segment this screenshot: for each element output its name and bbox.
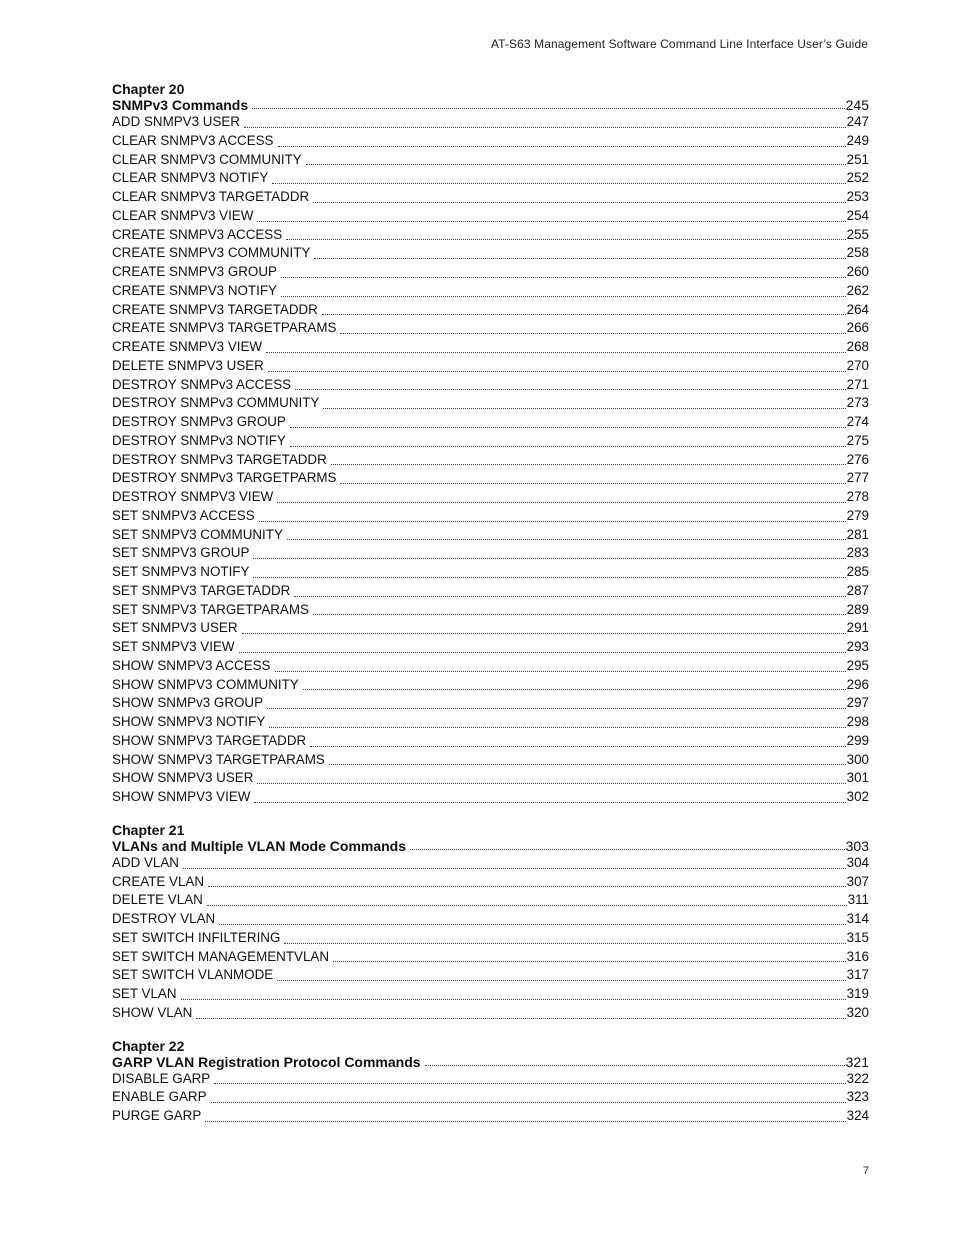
dot-leader: [239, 651, 846, 653]
toc-entry-title: DESTROY SNMPv3 NOTIFY: [112, 432, 286, 448]
dot-leader: [306, 163, 846, 165]
toc-entry-title: PURGE GARP: [112, 1108, 202, 1123]
toc-entry-title: SHOW SNMPv3 GROUP: [112, 695, 264, 711]
toc-entry[interactable]: [112, 338, 869, 357]
toc-entry-page: 300: [846, 751, 869, 767]
dot-leader: [322, 313, 846, 315]
toc-entry-title: DESTROY SNMPv3 GROUP: [112, 414, 286, 429]
dot-leader: [183, 867, 846, 869]
toc-entry-title: SHOW SNMPV3 TARGETADDR: [112, 732, 307, 748]
dot-leader: [290, 426, 846, 428]
toc-entry[interactable]: [112, 113, 869, 132]
toc-entry-title: SET SNMPV3 GROUP: [112, 545, 250, 561]
dot-leader: [208, 885, 846, 887]
toc-entry-page: 299: [846, 732, 869, 748]
toc-entry[interactable]: [112, 676, 869, 695]
toc-entry-page: 283: [846, 545, 869, 561]
toc-entry-title: CREATE SNMPV3 NOTIFY: [112, 282, 277, 298]
toc-entry-page: 287: [846, 582, 869, 598]
toc-entry-title: CREATE SNMPV3 TARGETADDR: [112, 301, 318, 317]
dot-leader: [295, 388, 846, 390]
toc-entry-page: 314: [846, 911, 869, 926]
toc-entry-title: SET VLAN: [112, 986, 177, 1001]
toc-entry[interactable]: [112, 301, 869, 320]
toc-entry-page: 264: [846, 301, 869, 317]
dot-leader: [313, 201, 845, 203]
toc-entry-page: 247: [846, 114, 869, 129]
dot-leader: [340, 332, 845, 334]
toc-entry-page: 273: [846, 395, 869, 411]
dot-leader: [266, 351, 846, 353]
toc-entry-title: CREATE SNMPV3 COMMUNITY: [112, 245, 311, 261]
dot-leader: [333, 960, 846, 962]
toc-entry-page: 316: [846, 948, 869, 964]
dot-leader: [242, 632, 846, 634]
toc-entry-title: SET SWITCH INFILTERING: [112, 929, 281, 945]
dot-leader: [331, 463, 846, 465]
toc-entry-title: VLANs and Multiple VLAN Mode Commands: [112, 837, 407, 854]
toc-entry-title: CLEAR SNMPV3 COMMUNITY: [112, 151, 302, 167]
toc-entry-title: DESTROY VLAN: [112, 911, 216, 926]
toc-entry[interactable]: [112, 854, 869, 873]
toc-entry-title: SHOW SNMPV3 ACCESS: [112, 657, 271, 673]
dot-leader: [196, 1017, 845, 1019]
dot-leader: [286, 238, 846, 240]
toc-entry-title: SHOW SNMPV3 NOTIFY: [112, 714, 266, 729]
toc-entry-title: SNMPv3 Commands: [112, 97, 249, 113]
toc-entry-page: 297: [846, 695, 869, 711]
toc-entry[interactable]: [112, 966, 869, 985]
toc-entry-page: 271: [846, 376, 869, 392]
toc-entry[interactable]: [112, 694, 869, 713]
toc-entry-page: 245: [845, 97, 869, 113]
toc-entry[interactable]: [112, 263, 869, 282]
dot-leader: [207, 904, 847, 906]
dot-leader: [281, 276, 846, 278]
toc-entry-page: 301: [846, 770, 869, 786]
toc-entry-page: 276: [846, 451, 869, 467]
toc-entry-title: SHOW SNMPV3 VIEW: [112, 789, 251, 804]
toc-entry-page: 254: [846, 207, 869, 223]
toc-entry[interactable]: [112, 948, 869, 967]
toc-entry[interactable]: [112, 226, 869, 245]
dot-leader: [205, 1120, 845, 1122]
toc-entry[interactable]: [112, 1088, 869, 1107]
toc-entry[interactable]: [112, 751, 869, 770]
dot-leader: [314, 257, 845, 259]
dot-leader: [323, 407, 845, 409]
dot-leader: [267, 707, 846, 709]
toc-entry-title: CLEAR SNMPV3 NOTIFY: [112, 170, 269, 186]
toc-entry-page: 285: [846, 564, 869, 579]
toc-entry[interactable]: [112, 985, 869, 1004]
toc-entry[interactable]: [112, 713, 869, 732]
toc-entry-page: 253: [846, 189, 869, 204]
dot-leader: [410, 848, 845, 850]
toc-entry-title: CLEAR SNMPV3 ACCESS: [112, 132, 274, 148]
toc-entry-title: ADD VLAN: [112, 854, 179, 870]
toc-entry[interactable]: [112, 282, 869, 301]
dot-leader: [290, 445, 846, 447]
dot-leader: [244, 126, 846, 128]
toc-entry-title: DELETE VLAN: [112, 892, 203, 908]
toc-entry[interactable]: [112, 910, 869, 929]
toc-entry-page: 291: [846, 620, 869, 636]
toc-entry-page: 293: [846, 639, 869, 654]
toc-entry-title: CREATE SNMPV3 VIEW: [112, 339, 263, 354]
toc-entry-page: 324: [846, 1108, 869, 1123]
toc-entry[interactable]: [112, 507, 869, 526]
toc-entry-page: 321: [845, 1053, 869, 1070]
toc-entry[interactable]: [112, 169, 869, 188]
dot-leader: [257, 782, 845, 784]
dot-leader: [253, 576, 845, 578]
chapter-label: Chapter 22: [112, 1037, 185, 1054]
toc-entry-title: SET SNMPV3 VIEW: [112, 639, 235, 654]
toc-entry[interactable]: [112, 207, 869, 226]
toc-entry-title: GARP VLAN Registration Protocol Commands: [112, 1053, 421, 1070]
toc-entry[interactable]: [112, 526, 869, 545]
toc-section-entry[interactable]: [112, 97, 869, 113]
toc-entry[interactable]: [112, 451, 869, 470]
toc-entry-page: 277: [846, 470, 869, 486]
toc-entry[interactable]: [112, 188, 869, 207]
toc-entry[interactable]: [112, 582, 869, 601]
toc-entry-page: 311: [847, 892, 869, 908]
toc-entry[interactable]: [112, 244, 869, 263]
chapter-label: Chapter 21: [112, 821, 185, 838]
toc-entry[interactable]: [112, 413, 869, 432]
toc-entry[interactable]: [112, 319, 869, 338]
toc-entry[interactable]: [112, 394, 869, 413]
toc-entry-page: 268: [846, 339, 869, 354]
toc-entry-page: 315: [846, 929, 869, 945]
toc-entry-page: 304: [846, 854, 869, 870]
toc-entry[interactable]: [112, 657, 869, 676]
dot-leader: [252, 107, 844, 109]
dot-leader: [278, 145, 846, 147]
toc-entry-page: 251: [846, 151, 869, 167]
toc-entry-title: SHOW SNMPV3 TARGETPARAMS: [112, 751, 325, 767]
toc-entry[interactable]: [112, 788, 869, 807]
toc-entry-title: SET SWITCH VLANMODE: [112, 967, 274, 983]
toc-entry-page: 262: [846, 282, 869, 298]
toc-entry[interactable]: [112, 357, 869, 376]
toc-entry-title: ADD SNMPV3 USER: [112, 114, 240, 129]
toc-entry[interactable]: [112, 601, 869, 620]
dot-leader: [257, 220, 845, 222]
toc-entry[interactable]: [112, 376, 869, 395]
toc-entry[interactable]: [112, 619, 869, 638]
toc-entry-title: CLEAR SNMPV3 TARGETADDR: [112, 189, 310, 204]
dot-leader: [254, 801, 845, 803]
dot-leader: [303, 688, 846, 690]
toc-entry-page: 260: [846, 264, 869, 279]
dot-leader: [287, 538, 846, 540]
toc-entry-page: 295: [846, 657, 869, 673]
dot-leader: [219, 923, 845, 925]
toc-entry-page: 249: [846, 132, 869, 148]
toc-entry-page: 307: [846, 873, 869, 889]
toc-entry-title: CREATE SNMPV3 TARGETPARAMS: [112, 320, 337, 336]
toc-entry-page: 298: [846, 714, 869, 729]
toc-entry-page: 302: [846, 789, 869, 804]
dot-leader: [310, 745, 845, 747]
toc-entry-page: 258: [846, 245, 869, 261]
chapter-block: [112, 81, 869, 807]
toc-section-entry[interactable]: [112, 838, 869, 854]
toc-entry-title: CREATE SNMPV3 GROUP: [112, 264, 277, 279]
toc-entry-title: DESTROY SNMPv3 ACCESS: [112, 376, 292, 392]
dot-leader: [259, 520, 846, 522]
toc-entry[interactable]: [112, 769, 869, 788]
toc-entry-title: SET SWITCH MANAGEMENTVLAN: [112, 948, 330, 964]
running-header: AT-S63 Management Software Command Line Interface User’s Guide: [490, 37, 868, 51]
toc-entry-page: 296: [846, 676, 869, 692]
toc-entry-title: DISABLE GARP: [112, 1070, 211, 1086]
dot-leader: [275, 670, 846, 672]
toc-entry-page: 323: [846, 1089, 869, 1105]
toc-entry-title: SHOW SNMPV3 USER: [112, 770, 254, 786]
toc-entry-page: 320: [846, 1004, 869, 1020]
toc-entry-page: 322: [846, 1070, 869, 1086]
toc-entry-page: 303: [845, 837, 869, 854]
dot-leader: [253, 557, 845, 559]
toc-entry-title: SET SNMPV3 COMMUNITY: [112, 526, 283, 542]
toc-entry-page: 319: [846, 986, 869, 1001]
toc-entry-page: 270: [846, 357, 869, 373]
dot-leader: [340, 482, 845, 484]
toc-entry-page: 255: [846, 226, 869, 242]
toc-entry-title: SET SNMPV3 NOTIFY: [112, 564, 250, 579]
toc-entry-page: 317: [846, 967, 869, 983]
toc-entry-title: SET SNMPV3 USER: [112, 620, 238, 636]
toc-entry[interactable]: [112, 432, 869, 451]
toc-entry-title: CREATE SNMPV3 ACCESS: [112, 226, 283, 242]
toc-entry[interactable]: [112, 1107, 869, 1126]
toc-entry-title: DESTROY SNMPV3 VIEW: [112, 489, 274, 504]
toc-entry-title: CLEAR SNMPV3 VIEW: [112, 207, 254, 223]
toc-entry-title: SHOW SNMPV3 COMMUNITY: [112, 676, 299, 692]
toc-entry[interactable]: [112, 488, 869, 507]
toc-entry[interactable]: [112, 544, 869, 563]
toc-entry-page: 275: [846, 432, 869, 448]
chapter-label: Chapter 20: [112, 81, 185, 97]
toc-entry-page: 274: [846, 414, 869, 429]
dot-leader: [294, 595, 845, 597]
toc-entry-title: SET SNMPV3 ACCESS: [112, 507, 255, 523]
toc-entry-title: DESTROY SNMPv3 TARGETADDR: [112, 451, 327, 467]
toc-entry-page: 252: [846, 170, 869, 186]
dot-leader: [281, 295, 846, 297]
toc-entry-title: SET SNMPV3 TARGETPARAMS: [112, 601, 309, 617]
dot-leader: [277, 501, 845, 503]
dot-leader: [268, 370, 846, 372]
dot-leader: [284, 942, 845, 944]
toc-entry-title: CREATE VLAN: [112, 873, 205, 889]
toc-entry[interactable]: [112, 563, 869, 582]
toc-entry-page: 289: [846, 601, 869, 617]
toc-entry[interactable]: [112, 1070, 869, 1089]
toc-entry-title: DESTROY SNMPv3 COMMUNITY: [112, 395, 320, 411]
dot-leader: [277, 979, 845, 981]
toc-section-entry[interactable]: [112, 1054, 869, 1070]
toc-entry-title: DESTROY SNMPv3 TARGETPARMS: [112, 470, 337, 486]
toc-entry[interactable]: [112, 873, 869, 892]
page-number: 7: [862, 1165, 869, 1177]
toc-entry[interactable]: [112, 469, 869, 488]
toc-entry[interactable]: [112, 638, 869, 657]
dot-leader: [272, 182, 845, 184]
toc-entry-page: 281: [846, 526, 869, 542]
toc-entry-title: DELETE SNMPV3 USER: [112, 357, 264, 373]
dot-leader: [214, 1082, 845, 1084]
toc-entry[interactable]: [112, 732, 869, 751]
toc-entry-title: SHOW VLAN: [112, 1004, 193, 1020]
dot-leader: [425, 1064, 845, 1066]
dot-leader: [211, 1101, 846, 1103]
table-of-contents: [112, 81, 869, 1141]
toc-entry-title: SET SNMPV3 TARGETADDR: [112, 582, 291, 598]
toc-entry[interactable]: [112, 1004, 869, 1023]
chapter-block: [112, 822, 869, 1023]
dot-leader: [313, 613, 846, 615]
toc-entry[interactable]: [112, 132, 869, 151]
dot-leader: [181, 998, 846, 1000]
toc-entry[interactable]: [112, 891, 869, 910]
toc-entry-page: 278: [846, 489, 869, 504]
toc-entry-page: 266: [846, 320, 869, 336]
toc-entry[interactable]: [112, 929, 869, 948]
chapter-block: [112, 1038, 869, 1126]
toc-entry[interactable]: [112, 151, 869, 170]
toc-entry-page: 279: [846, 507, 869, 523]
dot-leader: [269, 726, 845, 728]
toc-entry-title: ENABLE GARP: [112, 1089, 207, 1105]
dot-leader: [329, 763, 846, 765]
